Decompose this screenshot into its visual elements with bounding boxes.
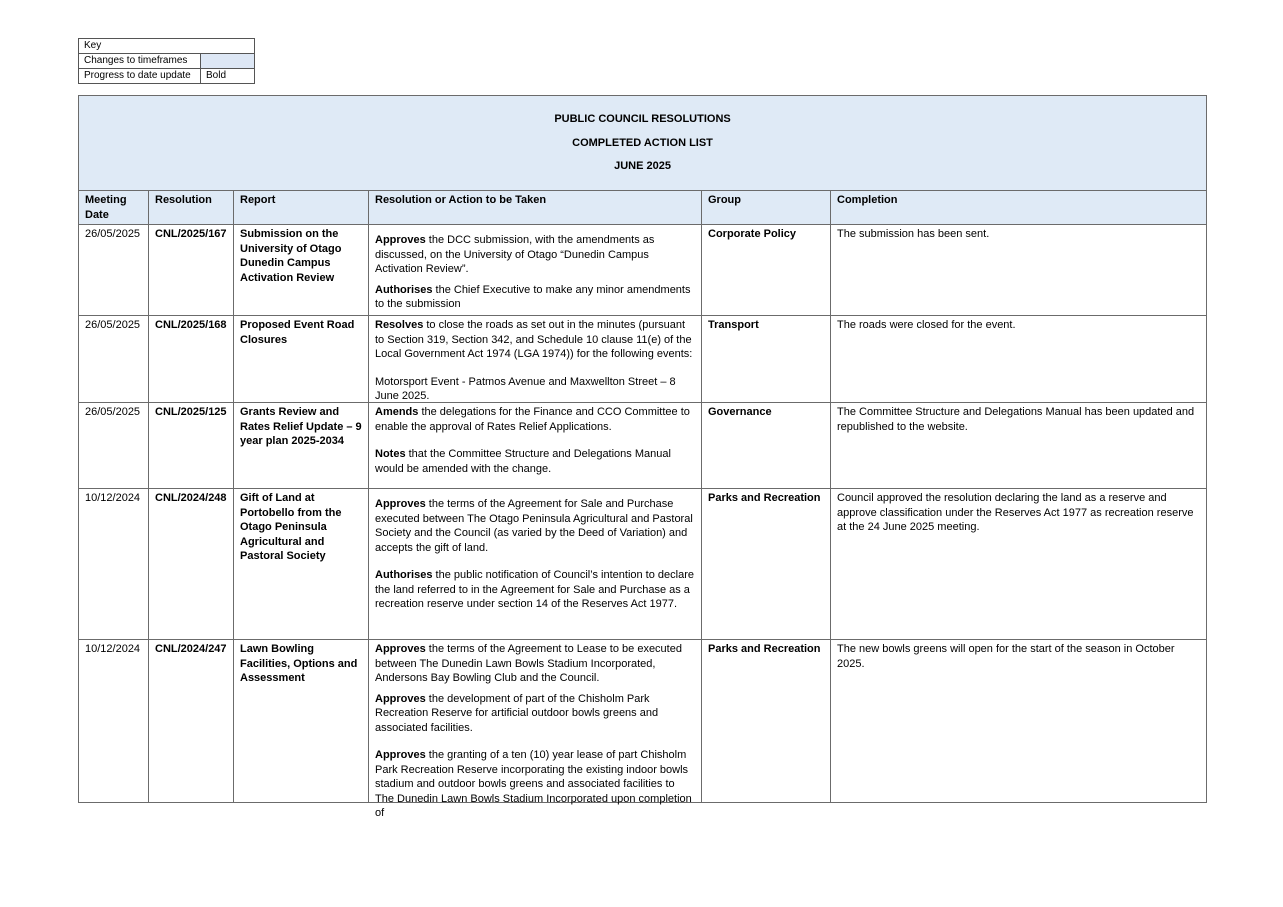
cell-completion: Council approved the resolution declaring the land as a reserve and approve classification under the Reserves Act 1977 as recreation reserve at the 24 June 2025 meeting. (831, 489, 1207, 640)
title-line-2: COMPLETED ACTION LIST (572, 136, 713, 149)
cell-resolution: CNL/2024/248 (149, 489, 234, 640)
key-swatch-timeframes (201, 54, 255, 69)
cell-group: Governance (702, 403, 831, 489)
cell-group: Parks and Recreation (702, 489, 831, 640)
cell-resolution: CNL/2025/167 (149, 225, 234, 316)
cell-date: 10/12/2024 (79, 489, 149, 640)
cell-date: 26/05/2025 (79, 225, 149, 316)
action-lead: Authorises (375, 283, 433, 296)
cell-completion: The roads were closed for the event. (831, 316, 1207, 403)
action-text: the terms of the Agreement for Sale and Purchase executed between The Otago Peninsula Agricultural and Pastoral Society and the Council (as varied by the Deed of Variation) and accepts the gift of land. (375, 498, 693, 554)
cell-action (369, 640, 702, 819)
cell-completion: The new bowls greens will open for the start of the season in October 2025. (831, 640, 1207, 803)
col-resolution: Resolution (149, 191, 234, 225)
cell-report: Grants Review and Rates Relief Update – 9 year plan 2025-2034 (234, 403, 369, 489)
resolutions-table (78, 95, 1207, 819)
cell-group: Transport (702, 316, 831, 403)
col-action: Resolution or Action to be Taken (369, 191, 702, 225)
action-lead: Notes (375, 448, 406, 460)
key-label-timeframes: Changes to timeframes (79, 54, 201, 69)
cell-report: Lawn Bowling Facilities, Options and Assessment (234, 640, 369, 803)
title-line-3: JUNE 2025 (614, 160, 671, 173)
table-row (79, 403, 1207, 489)
table-row (79, 316, 1207, 403)
action-lead: Approves (375, 643, 426, 655)
col-completion: Completion (831, 191, 1207, 225)
cell-date: 26/05/2025 (79, 403, 149, 489)
key-value-progress: Bold (201, 69, 255, 84)
action-text: to close the roads as set out in the minutes (pursuant to Section 319, Section 342, and Schedule 10 clause 11(e) of the Local Government Act 1974 (LGA 1974)) for the following events: (375, 319, 693, 360)
action-text: Motorsport Event - Patmos Avenue and Maxwellton Street – 8 June 2025. (375, 375, 676, 402)
cell-resolution: CNL/2025/125 (149, 403, 234, 489)
table-row (79, 489, 1207, 640)
action-text: the development of part of the Chisholm Park Recreation Reserve for artificial outdoor bowls greens and associated facilities. (375, 692, 659, 734)
key-label-progress: Progress to date update (79, 69, 201, 84)
cell-group: Corporate Policy (702, 225, 831, 316)
table-row (79, 225, 1207, 316)
col-report: Report (234, 191, 369, 225)
table-title (79, 96, 1207, 191)
title-line-1: PUBLIC COUNCIL RESOLUTIONS (554, 113, 731, 126)
cell-date: 10/12/2024 (79, 640, 149, 803)
action-text: the Chief Executive to make any minor amendments to the submission (375, 283, 691, 310)
key-table (78, 38, 255, 84)
column-header-row (79, 191, 1207, 225)
cell-report: Proposed Event Road Closures (234, 316, 369, 403)
cell-report: Gift of Land at Portobello from the Otago Peninsula Agricultural and Pastoral Society (234, 489, 369, 640)
cell-date: 26/05/2025 (79, 316, 149, 403)
col-group: Group (702, 191, 831, 225)
action-text: the DCC submission, with the amendments as discussed, on the University of Otago “Dunedin Campus Activation Review”. (375, 234, 655, 275)
action-lead: Approves (375, 692, 426, 705)
cell-action (369, 225, 702, 316)
key-title: Key (79, 39, 255, 54)
col-meeting-date: Meeting Date (79, 191, 149, 225)
action-text: that the Committee Structure and Delegations Manual would be amended with the change. (375, 448, 671, 475)
action-lead: Authorises (375, 569, 433, 581)
cell-action (369, 316, 702, 403)
action-text: the terms of the Agreement to Lease to be executed between The Dunedin Lawn Bowls Stadium Incorporated, Andersons Bay Bowling Club and the Council. (375, 643, 682, 684)
action-lead: Approves (375, 749, 426, 761)
cell-resolution: CNL/2025/168 (149, 316, 234, 403)
cell-action (369, 403, 702, 489)
action-lead: Amends (375, 406, 419, 418)
action-lead: Approves (375, 498, 426, 510)
action-lead: Approves (375, 234, 426, 246)
cell-completion: The Committee Structure and Delegations Manual has been updated and republished to the website. (831, 403, 1207, 489)
table-row (79, 640, 1207, 803)
action-text: the public notification of Council’s intention to declare the land referred to in the Agreement for Sale and Purchase as a recreation reserve under section 14 of the Reserves Act 1977. (375, 569, 694, 610)
cell-group: Parks and Recreation (702, 640, 831, 803)
cell-report: Submission on the University of Otago Dunedin Campus Activation Review (234, 225, 369, 316)
action-text: the delegations for the Finance and CCO Committee to enable the approval of Rates Relief Applications. (375, 406, 690, 433)
action-text: the granting of a ten (10) year lease of part Chisholm Park Recreation Reserve incorporating the existing indoor bowls stadium and outdoor bowls greens and associated facilities to The Dunedin Lawn Bowls Stadium Incorporated upon completion of (375, 749, 692, 819)
cell-resolution: CNL/2024/247 (149, 640, 234, 803)
action-lead: Resolves (375, 319, 424, 331)
cell-action (369, 489, 702, 640)
cell-completion: The submission has been sent. (831, 225, 1207, 316)
